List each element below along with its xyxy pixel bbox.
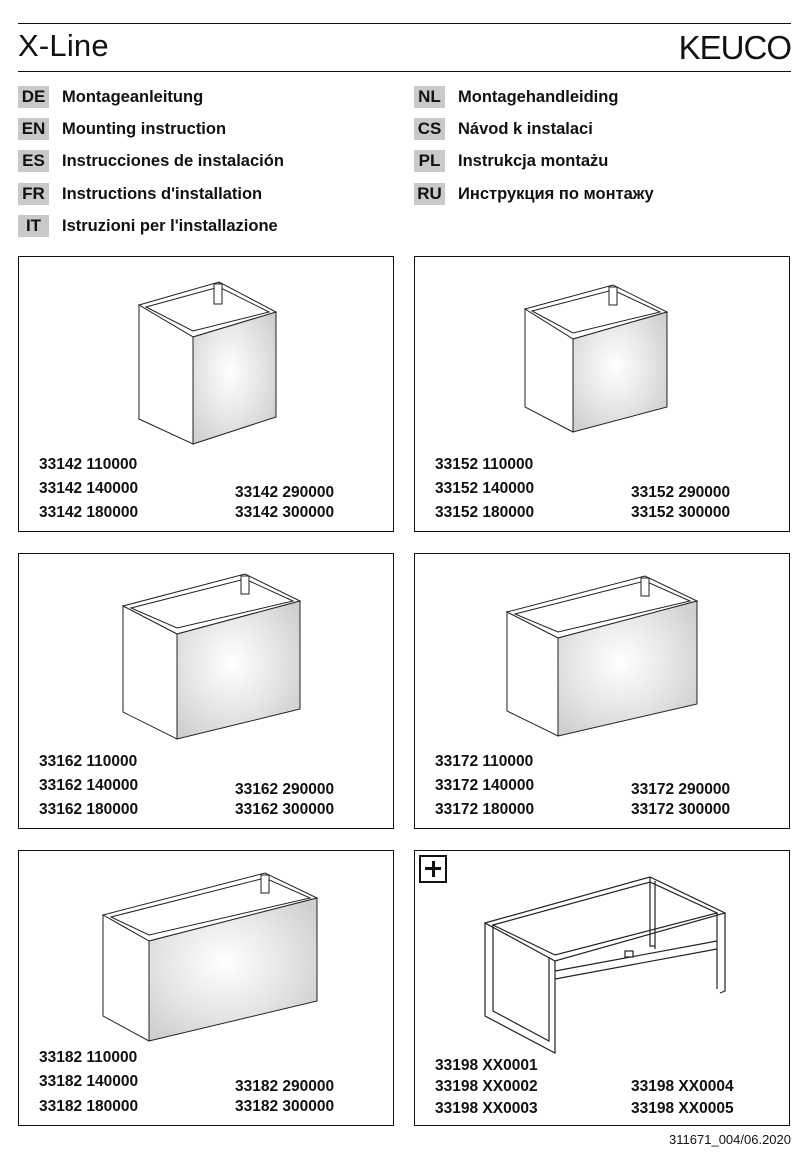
language-code: DE	[18, 86, 49, 108]
article-number: 33182 290000	[235, 1078, 335, 1095]
language-label: Montagehandleiding	[458, 87, 619, 106]
article-number: 33172 180000	[435, 801, 535, 818]
article-number: 33142 180000	[39, 504, 139, 521]
article-number: 33152 180000	[435, 504, 535, 521]
language-code: CS	[414, 118, 445, 140]
language-code: NL	[414, 86, 445, 108]
article-number: 33162 140000	[39, 777, 139, 794]
product-panel-33182	[18, 850, 394, 1126]
language-row-en	[18, 118, 226, 140]
article-number: 33142 290000	[235, 484, 335, 501]
article-number: 33162 300000	[235, 801, 335, 818]
language-row-es	[18, 150, 284, 172]
product-panel-33162	[18, 553, 394, 829]
article-number: 33152 290000	[631, 484, 731, 501]
document-number: 311671_004/06.2020	[669, 1132, 791, 1147]
language-code: FR	[18, 183, 49, 205]
article-number: 33142 110000	[39, 456, 138, 473]
article-number: 33198 XX0003	[435, 1100, 538, 1117]
article-number: 33152 140000	[435, 480, 535, 497]
article-number: 33172 140000	[435, 777, 535, 794]
article-number: 33198 XX0004	[631, 1078, 734, 1095]
language-code: IT	[18, 215, 49, 237]
article-number: 33142 300000	[235, 504, 335, 521]
article-number: 33198 XX0005	[631, 1100, 734, 1117]
article-number: 33162 290000	[235, 781, 335, 798]
language-row-cs	[414, 118, 593, 140]
language-label: Montageanleitung	[62, 87, 204, 106]
language-label: Инструкция по монтажу	[458, 184, 654, 203]
language-label: Mounting instruction	[62, 119, 227, 138]
product-panel-33142	[18, 256, 394, 532]
product-title: X-Line	[18, 28, 109, 63]
brand-logo: KEUCO	[678, 29, 791, 66]
language-label: Návod k instalaci	[458, 119, 593, 138]
product-panel-33172	[414, 553, 790, 829]
language-row-pl	[414, 150, 608, 172]
language-label: Instrukcja montażu	[458, 151, 609, 170]
article-number: 33172 300000	[631, 801, 731, 818]
article-number: 33182 140000	[39, 1073, 139, 1090]
language-row-fr	[18, 183, 262, 205]
article-number: 33162 110000	[39, 753, 138, 770]
article-number: 33142 140000	[39, 480, 139, 497]
language-code: ES	[18, 150, 49, 172]
article-number: 33172 110000	[435, 753, 534, 770]
article-number: 33162 180000	[39, 801, 139, 818]
header-top-rule	[18, 23, 791, 24]
article-number: 33172 290000	[631, 781, 731, 798]
language-code: EN	[18, 118, 49, 140]
language-label: Instrucciones de instalación	[62, 151, 284, 170]
article-number: 33182 300000	[235, 1098, 335, 1115]
accessory-panel-33198	[414, 850, 790, 1126]
language-row-de	[18, 86, 203, 108]
language-code: RU	[414, 183, 445, 205]
header-bottom-rule	[18, 71, 791, 72]
language-label: Instructions d'installation	[62, 184, 263, 203]
article-number: 33182 180000	[39, 1098, 139, 1115]
language-row-it	[18, 215, 278, 237]
article-number: 33152 300000	[631, 504, 731, 521]
article-number: 33198 XX0002	[435, 1078, 538, 1095]
article-number: 33182 110000	[39, 1049, 138, 1066]
language-row-ru	[414, 183, 654, 205]
language-label: Istruzioni per l'installazione	[62, 216, 278, 235]
product-panel-33152	[414, 256, 790, 532]
language-row-nl	[414, 86, 618, 108]
article-number: 33198 XX0001	[435, 1057, 538, 1074]
article-number: 33152 110000	[435, 456, 534, 473]
language-code: PL	[414, 150, 445, 172]
